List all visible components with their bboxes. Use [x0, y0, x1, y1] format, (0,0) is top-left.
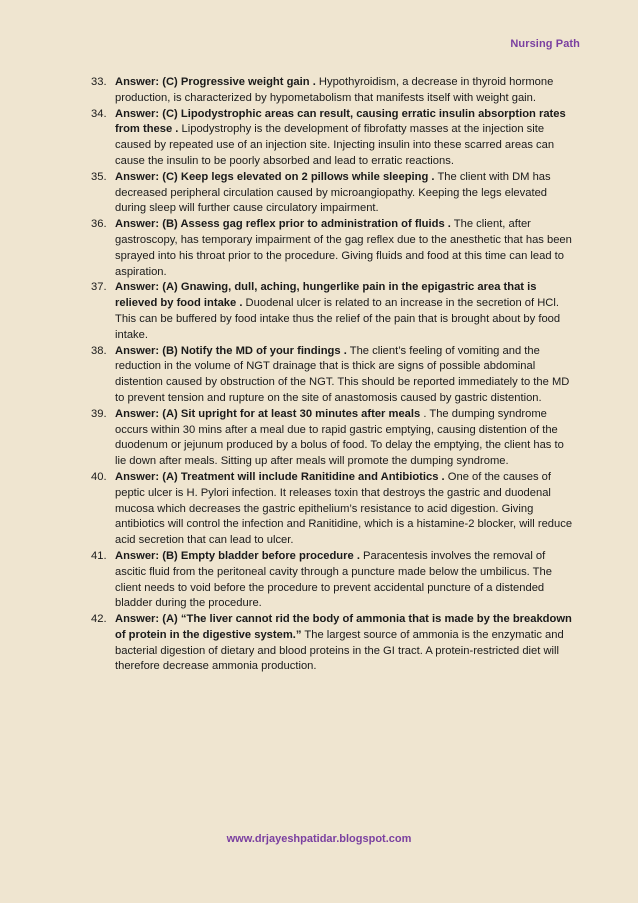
answer-item-42	[91, 612, 577, 675]
item-number: 34.	[91, 107, 107, 120]
explanation-text: The client with DM has decreased peripheral circulation caused by microangiopathy. Keeping the legs elevated during sleep will further cause circulatory impairment.	[115, 170, 551, 215]
item-number: 35.	[91, 170, 107, 183]
item-number: 42.	[91, 613, 107, 626]
explanation-text: The largest source of ammonia is the enzymatic and bacterial digestion of dietary and blood proteins in the GI tract. A protein-restricted diet will therefore decrease ammonia production.	[115, 628, 564, 673]
answer-text: Answer: (A) Treatment will include Ranitidine and Antibiotics .	[115, 470, 445, 483]
item-number: 37.	[91, 281, 107, 294]
answer-item-35	[91, 170, 577, 217]
explanation-text: Hypothyroidism, a decrease in thyroid hormone production, is characterized by hypometabolism that manifests itself with weight gain.	[115, 76, 554, 104]
answer-text: Answer: (A) Gnawing, dull, aching, hungerlike pain in the epigastric area that is relieved by food intake .	[115, 281, 537, 310]
answer-text: Answer: (B) Notify the MD of your findings .	[115, 344, 347, 357]
explanation-text: Paracentesis involves the removal of ascitic fluid from the peritoneal cavity through a puncture made below the umbilicus. The client needs to void before the procedure to prevent accidental puncture of a distended bladder during the procedure.	[115, 549, 552, 610]
item-number: 36.	[91, 218, 107, 231]
answer-text: Answer: (B) Empty bladder before procedure .	[115, 549, 360, 562]
item-number: 33.	[91, 76, 107, 88]
answer-item-39	[91, 407, 577, 470]
answer-item-41	[91, 549, 577, 612]
answer-text: Answer: (C) Progressive weight gain .	[115, 76, 316, 88]
page-header-title: Nursing Path	[510, 38, 580, 50]
explanation-text: Duodenal ulcer is related to an increase in the secretion of HCl. This can be buffered by food intake thus the relief of the pain that is brought about by food intake.	[115, 297, 561, 341]
answer-text: Answer: (A) Sit upright for at least 30 minutes after meals	[115, 407, 421, 420]
answer-item-40	[91, 470, 577, 549]
explanation-text: Lipodystrophy is the development of fibrofatty masses at the injection site caused by repeated use of an injection site. Injecting insulin into these scarred areas can cause the insulin to be poorly absorbed and lead to erratic reactions.	[115, 123, 555, 167]
explanation-text: The client’s feeling of vomiting and the reduction in the volume of NGT drainage that is thick are signs of possible abdominal distention caused by obstruction of the NGT. This should be reported immediately to the MD to prevent tension and rupture on the site of anastomosis caused by gastric distention.	[115, 344, 570, 404]
answer-text: Answer: (C) Lipodystrophic areas can result, causing erratic insulin absorption rates from these .	[115, 107, 566, 136]
answer-item-33	[91, 75, 577, 107]
answer-item-34	[91, 107, 577, 170]
explanation-text: . The dumping syndrome occurs within 30 mins after a meal due to rapid gastric emptying, causing distention of the duodenum or jejunum produced by a bolus of food. To delay the emptying, the client has to lie down after meals. Sitting up after meals will promote the dumping syndrome.	[115, 407, 564, 468]
footer-url: www.drjayeshpatidar.blogspot.com	[226, 833, 412, 845]
answer-text: Answer: (C) Keep legs elevated on 2 pillows while sleeping .	[115, 170, 435, 183]
explanation-text: One of the causes of peptic ulcer is H. Pylori infection. It releases toxin that destroys the gastric and duodenal mucosa which decreases the gastric epithelium’s resistance to acid digestion. Giving antibiotics will control the infection and Ranitidine, which is a histamine-2 blocker, will reduce acid secretion that can lead to ulcer.	[115, 470, 573, 547]
answer-text: Answer: (A) “The liver cannot rid the body of ammonia that is made by the breakdown of protein in the digestive system.”	[115, 613, 572, 641]
answer-item-38	[91, 344, 577, 407]
answer-text: Answer: (B) Assess gag reflex prior to administration of fluids .	[115, 218, 451, 231]
item-number: 40.	[91, 470, 107, 483]
answer-item-36	[91, 217, 577, 280]
item-number: 38.	[91, 344, 107, 357]
item-number: 41.	[91, 549, 107, 562]
explanation-text: The client, after gastroscopy, has temporary impairment of the gag reflex due to the anesthetic that has been sprayed into his throat prior to the procedure. Giving fluids and food at this time can lead to aspiration.	[115, 218, 572, 278]
answer-item-37	[91, 280, 577, 343]
item-number: 39.	[91, 407, 107, 420]
answer-list	[91, 75, 577, 675]
